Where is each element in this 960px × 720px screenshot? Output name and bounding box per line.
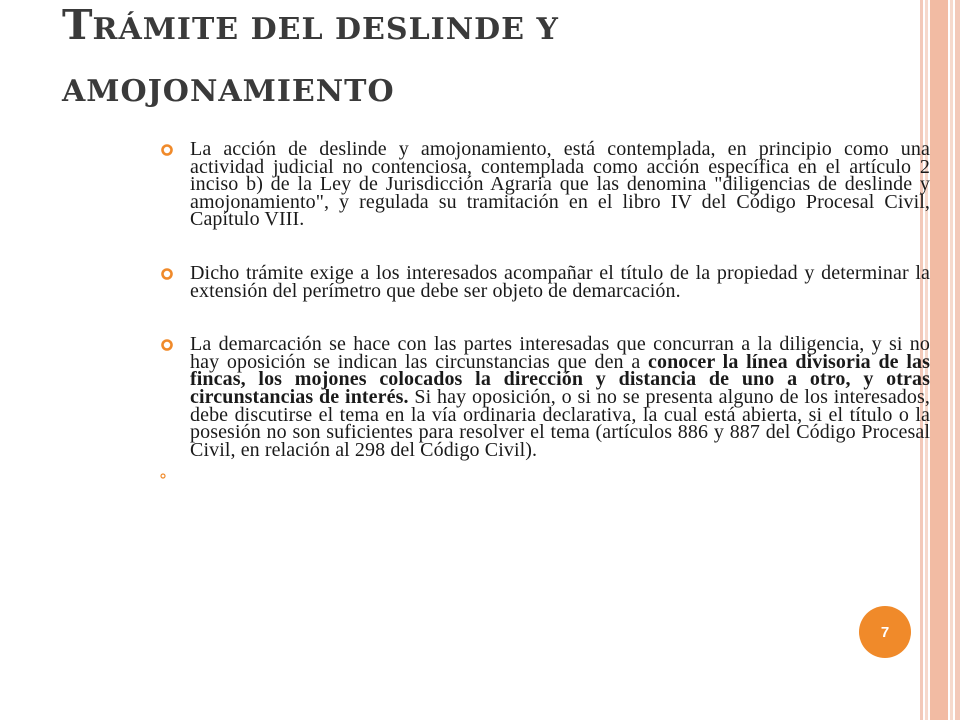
bullet-text-before: La demarcación se hace con las partes interesadas que concurran a la diligencia, y si no hay oposición se indican las circunstancias que den a	[190, 333, 930, 373]
bullet-icon	[160, 143, 176, 159]
empty-list-item	[160, 473, 930, 487]
stripe	[930, 0, 948, 720]
title-line-2: AMOJONAMIENTO	[62, 74, 395, 109]
bullet-text-bold: conocer la línea divisoria de las fincas, los mojones colocados la dirección y distancia de uno a otro, y otras circunstancias de interés.	[190, 350, 930, 408]
bullet-list	[160, 138, 930, 487]
bullet-icon	[160, 338, 176, 354]
title-line-1	[62, 0, 842, 61]
stripe	[955, 0, 960, 720]
stripe	[950, 0, 953, 720]
bullet-text-after: Si hay oposición, o si no se presenta alguno de los interesados, debe discutirse el tema en la vía ordinaria declarativa, la cual está abierta, si el título o la posesión no son suficientes para resolver el tema (artículos 886 y 887 del Código Procesal Civil, en relación al 298 del Código Civil).	[190, 385, 930, 461]
title-initial: T	[62, 1, 93, 49]
bullet-icon	[160, 267, 176, 283]
slide-title	[62, 0, 842, 123]
list-item	[160, 261, 930, 302]
bullet-text: La acción de deslinde y amojonamiento, está contemplada, en principio como una actividad judicial no contenciosa, contemplada como acción específica en el artículo 2 inciso b) de la Ley de Jurisdicción Agraria que las denomina "diligencias de deslinde y amojonamiento", y regulada su tramitación en el libro IV del Código Procesal Civil, Capítulo VIII.	[190, 138, 930, 231]
list-item	[160, 138, 930, 231]
small-bullet-icon	[160, 473, 168, 481]
page-number-badge: 7	[859, 606, 911, 658]
title-rest: RÁMITE DEL DESLINDE Y	[92, 12, 559, 47]
list-item	[160, 333, 930, 461]
bullet-text: Dicho trámite exige a los interesados acompañar el título de la propiedad y determinar la extensión del perímetro que debe ser objeto de demarcación.	[190, 261, 930, 302]
